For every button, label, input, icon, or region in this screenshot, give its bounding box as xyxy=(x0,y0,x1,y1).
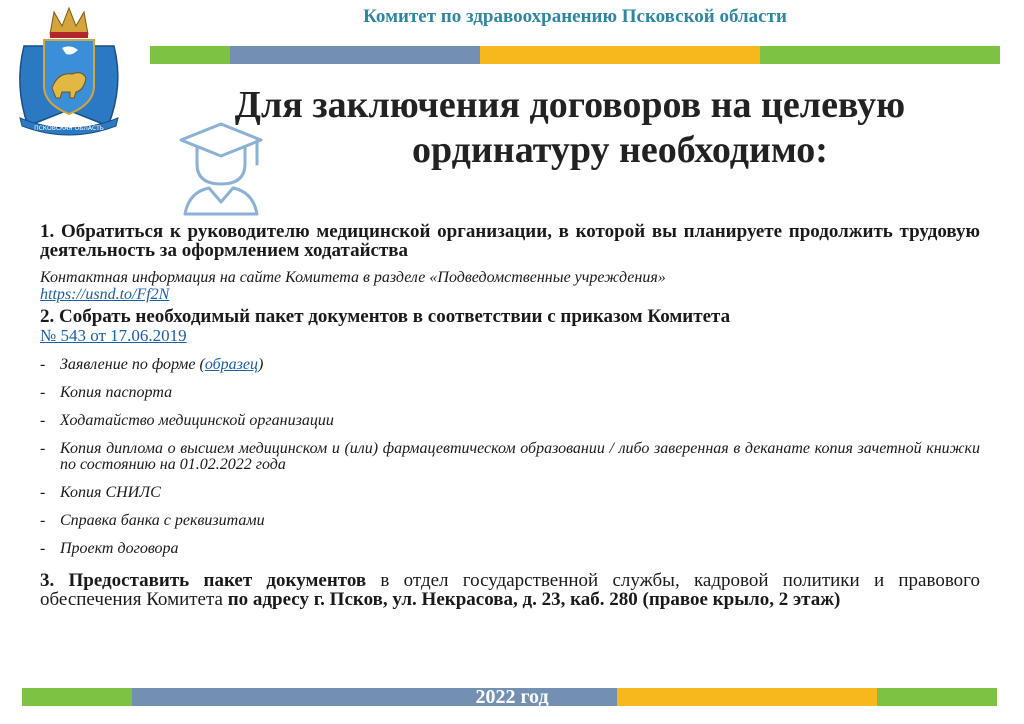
step-3 xyxy=(40,571,980,609)
documents-list xyxy=(40,357,980,557)
step-3-address: по адресу г. Псков, ул. Некрасова, д. 23, каб. 280 (правое крыло, 2 этаж) xyxy=(227,589,841,610)
step-1-note xyxy=(40,269,980,303)
content xyxy=(40,222,980,609)
list-item xyxy=(40,485,980,501)
list-item xyxy=(40,357,980,373)
step-2-text: Собрать необходимый пакет документов в соответствии с приказом Комитета xyxy=(59,306,731,327)
doc-text: Ходатайство медицинской организации xyxy=(60,412,334,429)
list-dash: - xyxy=(40,412,46,429)
list-item xyxy=(40,441,980,473)
list-dash: - xyxy=(40,512,46,529)
list-dash: - xyxy=(40,484,46,501)
doc-text: Копия СНИЛС xyxy=(60,484,161,501)
step-2 xyxy=(40,307,980,345)
list-dash: - xyxy=(40,384,46,401)
website-link[interactable]: https://usnd.to/Ff2N xyxy=(40,286,170,303)
header-organization: Комитет по здравоохранению Псковской области xyxy=(363,6,787,27)
doc-text: Справка банка с реквизитами xyxy=(60,512,265,529)
list-dash: - xyxy=(40,440,46,457)
step-3-action: 3. Предоставить пакет документов xyxy=(40,570,367,591)
pskov-coat-of-arms-icon xyxy=(10,6,128,136)
list-item xyxy=(40,513,980,529)
order-link[interactable]: № 543 от 17.06.2019 xyxy=(40,326,187,345)
doc-text: Копия диплома о высшем медицинском и (или) фармацевтическом образовании / либо заверенная в деканате копия зачетной книжки по состоянию на 01.02.2022 года xyxy=(60,440,980,473)
title-line1: Для заключения договоров на целевую xyxy=(234,84,906,126)
list-item xyxy=(40,385,980,401)
graduate-icon xyxy=(175,118,267,218)
list-item xyxy=(40,413,980,429)
list-dash: - xyxy=(40,356,46,373)
sample-link[interactable]: образец xyxy=(204,356,258,373)
step-2-number: 2. xyxy=(40,306,55,327)
doc-text: Проект договора xyxy=(60,540,179,557)
step-1-note-text: Контактная информация на сайте Комитета в разделе «Подведомственные учреждения» xyxy=(40,269,666,286)
doc-text: Заявление по форме ( xyxy=(60,356,205,373)
title-line2: ординатуру необходимо: xyxy=(412,129,828,171)
step-3-department: в отдел государственной службы, кадровой политики и правового обеспечения Комитета xyxy=(40,570,980,610)
emblem-ribbon-text: ПСКОВСКАЯ ОБЛАСТЬ xyxy=(34,125,104,132)
footer-year: 2022 год xyxy=(475,686,549,708)
page-title xyxy=(150,83,990,173)
doc-text-end: ) xyxy=(258,356,264,373)
list-dash: - xyxy=(40,540,46,557)
doc-text: Копия паспорта xyxy=(60,384,173,401)
top-decor-stripe xyxy=(150,46,1000,64)
step-1: 1. Обратиться к руководителю медицинской организации, в которой вы планируете продолжить трудовую деятельность за оформлением ходатайства xyxy=(40,221,980,261)
list-item xyxy=(40,541,980,557)
